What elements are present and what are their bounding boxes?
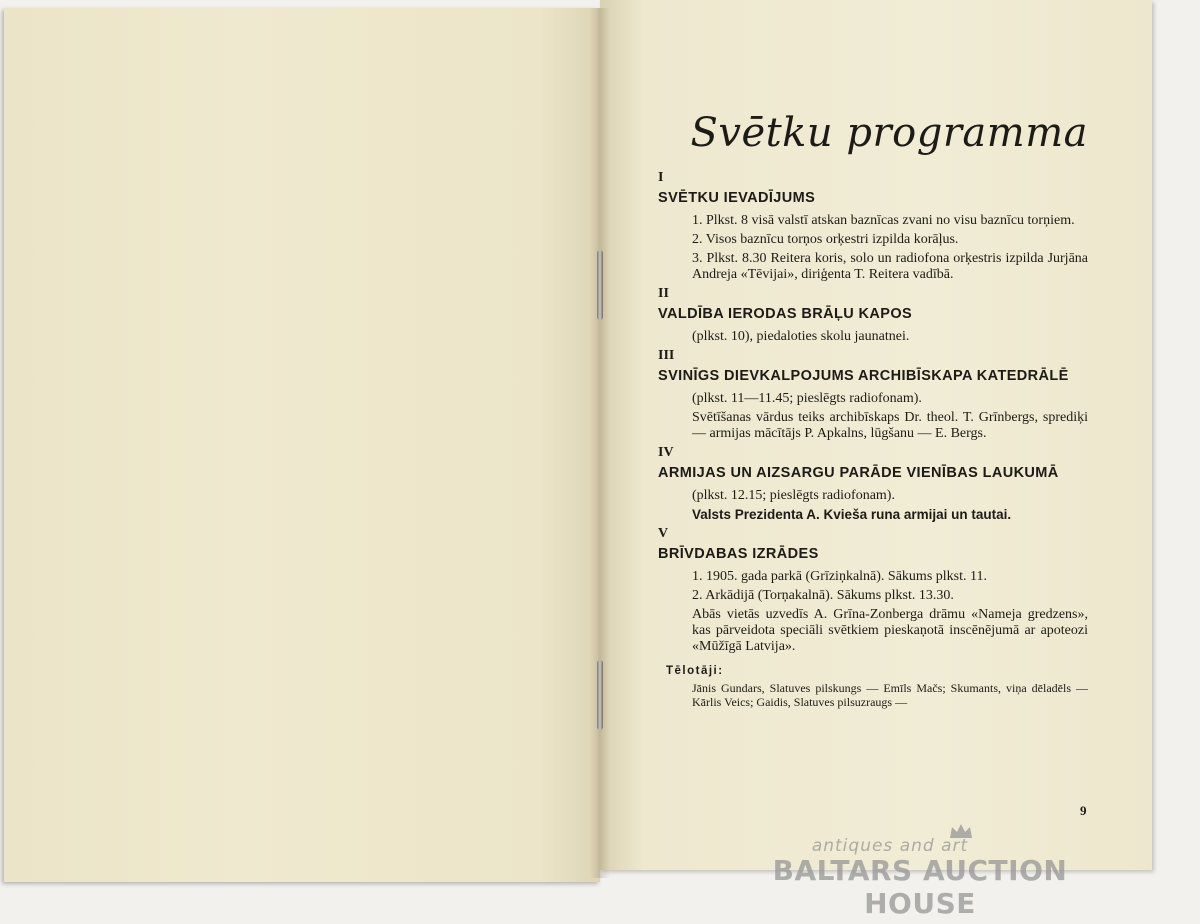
- watermark-brand: BALTARS AUCTION HOUSE: [772, 854, 1068, 920]
- section-item: Abās vietās uzvedīs A. Grīna-Zonberga drāmu «Nameja gredzens», kas pārveidota speciāli svētkiem pieskaņotā inscēnējumā ar apoteozi «Mūžīgā Latvija».: [692, 607, 1088, 654]
- cast-label: Tēlotāji:: [666, 665, 724, 677]
- section-3: [658, 348, 1088, 442]
- section-item: (plkst. 10), piedaloties skolu jaunatnei.: [692, 329, 910, 344]
- cast-list: Jānis Gundars, Slatuves pilskungs — Emīls Mačs; Skumants, viņa dēladēls — Kārlis Veics; Gaidis, Slatuves pilsuzraugs —: [692, 681, 1088, 709]
- section-item: 2. Visos baznīcu torņos orķestri izpilda korāļus.: [692, 232, 959, 247]
- staple-bottom-icon: [597, 660, 603, 730]
- section-4: [658, 445, 1088, 523]
- section-5: [658, 526, 1088, 655]
- section-heading: VALDĪBA IERODAS BRĀĻU KAPOS: [658, 306, 913, 322]
- section-item: 1. Plkst. 8 visā valstī atskan baznīcas zvani no visu baznīcu torņiem.: [692, 213, 1075, 228]
- program-content: [658, 110, 1088, 709]
- page-number: 9: [1080, 803, 1087, 818]
- section-heading: BRĪVDABAS IZRĀDES: [658, 546, 819, 562]
- section-heading: ARMIJAS UN AIZSARGU PARĀDE VIENĪBAS LAUKUMĀ: [658, 465, 1059, 481]
- section-numeral: IV: [658, 445, 674, 460]
- section-numeral: I: [658, 170, 664, 185]
- page-title: Svētku programma: [690, 110, 1088, 156]
- section-numeral: II: [658, 286, 669, 301]
- section-1: [658, 170, 1088, 283]
- section-item: 3. Plkst. 8.30 Reitera koris, solo un radiofona orķestris izpilda Jurjāna Andreja «Tēvijai», diriģenta T. Reitera vadībā.: [692, 251, 1088, 282]
- watermark: [720, 836, 1120, 920]
- section-numeral: V: [658, 526, 669, 541]
- page-gutter: [590, 8, 610, 878]
- section-item: Svētīšanas vārdus teiks archibīskaps Dr. theol. T. Grīnbergs, sprediķi — armijas mācītājs P. Apkalns, lūgšanu — E. Bergs.: [692, 410, 1088, 441]
- section-item: 2. Arkādijā (Torņakalnā). Sākums plkst. 13.30.: [692, 588, 954, 603]
- section-item: (plkst. 11—11.45; pieslēgts radiofonam).: [692, 391, 922, 406]
- section-numeral: III: [658, 348, 675, 363]
- section-bold-item: Valsts Prezidenta A. Kvieša runa armijai un tautai.: [692, 507, 1012, 522]
- left-page-blank: [4, 8, 600, 882]
- watermark-tagline: antiques and art: [811, 836, 969, 856]
- section-heading: SVINĪGS DIEVKALPOJUMS ARCHIBĪSKAPA KATEDRĀLĒ: [658, 368, 1069, 384]
- staple-top-icon: [597, 250, 603, 320]
- section-item: 1. 1905. gada parkā (Grīziņkalnā). Sākums plkst. 11.: [692, 569, 987, 584]
- section-item: (plkst. 12.15; pieslēgts radiofonam).: [692, 488, 895, 503]
- section-2: [658, 286, 1088, 345]
- section-heading: SVĒTKU IEVADĪJUMS: [658, 190, 816, 206]
